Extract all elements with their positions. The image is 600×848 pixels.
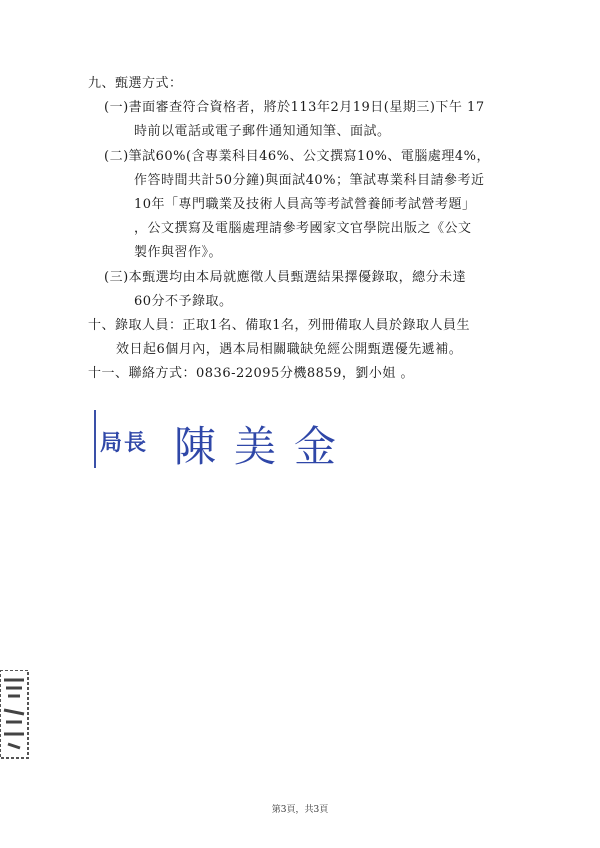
section-9-item-1-line-2: 時前以電話或電子郵件通知通知筆、面試。 — [134, 124, 391, 139]
section-9-item-2-line-1: (二)筆試60%(含專業科目46%、公文撰寫10%、電腦處理4%， — [104, 149, 491, 164]
section-9-item-3-line-2: 60分不予錄取。 — [134, 294, 233, 309]
director-signature — [94, 410, 366, 471]
section-9-item-2-line-5: 製作與習作》。 — [134, 245, 223, 260]
section-9-item-1-line-1: (一)書面審查符合資格者，將於113年2月19日(星期三)下午 17 — [104, 100, 485, 115]
section-11-contact: 十一、聯絡方式：0836-22095分機8859，劉小姐 。 — [88, 366, 415, 381]
section-9-item-2-line-2: 作答時間共計50分鐘)與面試40%；筆試專業科目請參考近 — [134, 173, 485, 188]
section-10-line-2: 效日起6個月內，遇本局相關職缺免經公開甄選優先遞補。 — [116, 342, 463, 357]
signature-name: 陳美金 — [174, 422, 355, 471]
section-10-line-1: 十、錄取人員：正取1名、備取1名，列冊備取人員於錄取人員生 — [88, 318, 471, 333]
official-seal-stamp — [0, 670, 30, 760]
section-9-item-3-line-1: (三)本甄選均由本局就應徵人員甄選結果擇優錄取，總分未達 — [104, 270, 467, 285]
section-9-item-2-line-4: ，公文撰寫及電腦處理請參考國家文官學院出版之《公文 — [134, 221, 472, 236]
section-9-item-2-line-3: 10年「專門職業及技術人員高等考試營養師考試營考題」 — [134, 197, 476, 212]
signature-title: 局長 — [100, 430, 149, 456]
page-footer: 第3頁，共3頁 — [271, 805, 329, 815]
section-9-heading: 九、甄選方式： — [88, 76, 183, 91]
